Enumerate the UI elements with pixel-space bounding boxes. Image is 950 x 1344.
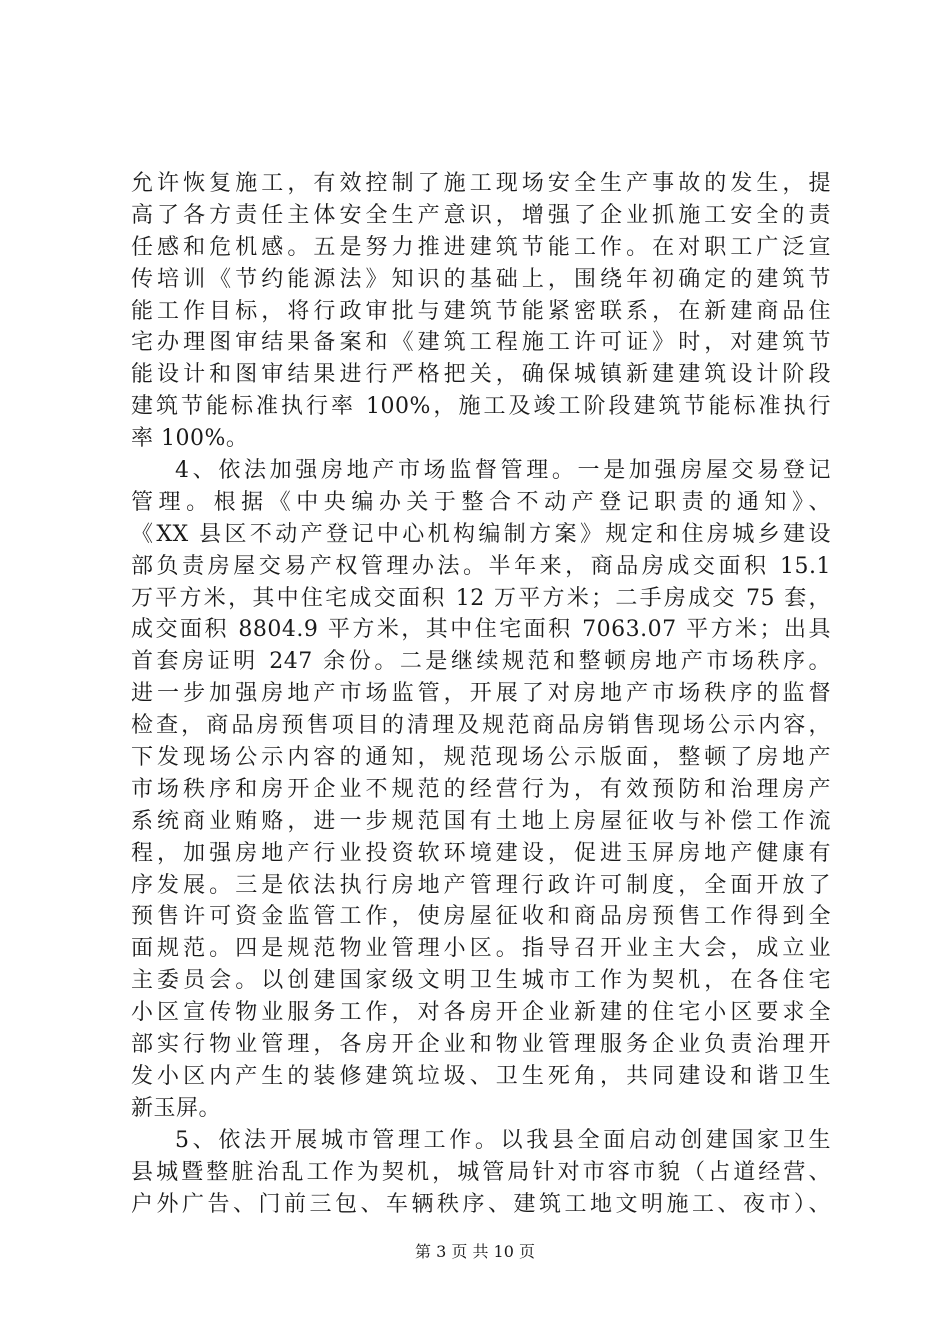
- text-line: 能工作目标，将行政审批与建筑节能紧密联系，在新建商品住: [131, 298, 831, 324]
- text-line: 能设计和图审结果进行严格把关，确保城镇新建建筑设计阶段: [131, 362, 831, 388]
- page-footer: 第 3 页 共 10 页: [415, 1242, 535, 1261]
- text-line: 管理。根据《中央编办关于整合不动产登记职责的通知》、: [131, 489, 831, 515]
- text-line: 率 100%。: [131, 426, 249, 452]
- text-line: 《XX 县区不动产登记中心机构编制方案》规定和住房城乡建设: [131, 521, 831, 547]
- document-body: [131, 168, 831, 1220]
- text-line: 高了各方责任主体安全生产意识，增强了企业抓施工安全的责: [131, 202, 831, 228]
- text-line: 宅办理图审结果备案和《建筑工程施工许可证》时，对建筑节: [131, 330, 831, 356]
- text-line: 部实行物业管理，各房开企业和物业管理服务企业负责治理开: [131, 1032, 831, 1058]
- text-line: 传培训《节约能源法》知识的基础上，围绕年初确定的建筑节: [131, 266, 831, 292]
- text-line: 任感和危机感。五是努力推进建筑节能工作。在对职工广泛宣: [131, 234, 831, 260]
- text-line: 进一步加强房地产市场监管，开展了对房地产市场秩序的监督: [131, 681, 831, 707]
- text-line: 万平方米，其中住宅成交面积 12 万平方米；二手房成交 75 套，: [131, 585, 831, 611]
- text-line: 允许恢复施工，有效控制了施工现场安全生产事故的发生，提: [131, 171, 831, 196]
- text-line: 主委员会。以创建国家级文明卫生城市工作为契机，在各住宅: [131, 968, 831, 994]
- text-line: 程，加强房地产行业投资软环境建设，促进玉屏房地产健康有: [131, 840, 831, 866]
- text-line: 下发现场公示内容的通知，规范现场公示版面，整顿了房地产: [131, 745, 831, 771]
- text-line: 检查，商品房预售项目的清理及规范商品房销售现场公示内容，: [131, 713, 831, 739]
- text-line: 序发展。三是依法执行房地产管理行政许可制度，全面开放了: [131, 872, 831, 898]
- text-line: 5、依法开展城市管理工作。以我县全面启动创建国家卫生: [175, 1127, 831, 1153]
- text-line: 县城暨整脏治乱工作为契机，城管局针对市容市貌（占道经营、: [131, 1159, 831, 1185]
- text-line: 新玉屏。: [131, 1095, 222, 1121]
- text-line: 4、依法加强房地产市场监督管理。一是加强房屋交易登记: [175, 458, 831, 484]
- text-line: 预售许可资金监管工作，使房屋征收和商品房预售工作得到全: [131, 904, 831, 930]
- text-line: 户外广告、门前三包、车辆秩序、建筑工地文明施工、夜市）、: [131, 1191, 831, 1217]
- text-line: 发小区内产生的装修建筑垃圾、卫生死角，共同建设和谐卫生: [131, 1063, 831, 1089]
- text-line: 系统商业贿赂，进一步规范国有土地上房屋征收与补偿工作流: [131, 808, 831, 834]
- text-line: 部负责房屋交易产权管理办法。半年来，商品房成交面积 15.1: [131, 553, 831, 579]
- text-line: 首套房证明 247 余份。二是继续规范和整顿房地产市场秩序。: [131, 649, 831, 675]
- text-line: 市场秩序和房开企业不规范的经营行为，有效预防和治理房产: [131, 776, 831, 802]
- text-line: 成交面积 8804.9 平方米，其中住宅面积 7063.07 平方米；出具: [131, 617, 831, 643]
- text-line: 面规范。四是规范物业管理小区。指导召开业主大会，成立业: [131, 936, 831, 962]
- text-line: 建筑节能标准执行率 100%，施工及竣工阶段建筑节能标准执行: [131, 394, 831, 420]
- text-line: 小区宣传物业服务工作，对各房开企业新建的住宅小区要求全: [131, 1000, 831, 1026]
